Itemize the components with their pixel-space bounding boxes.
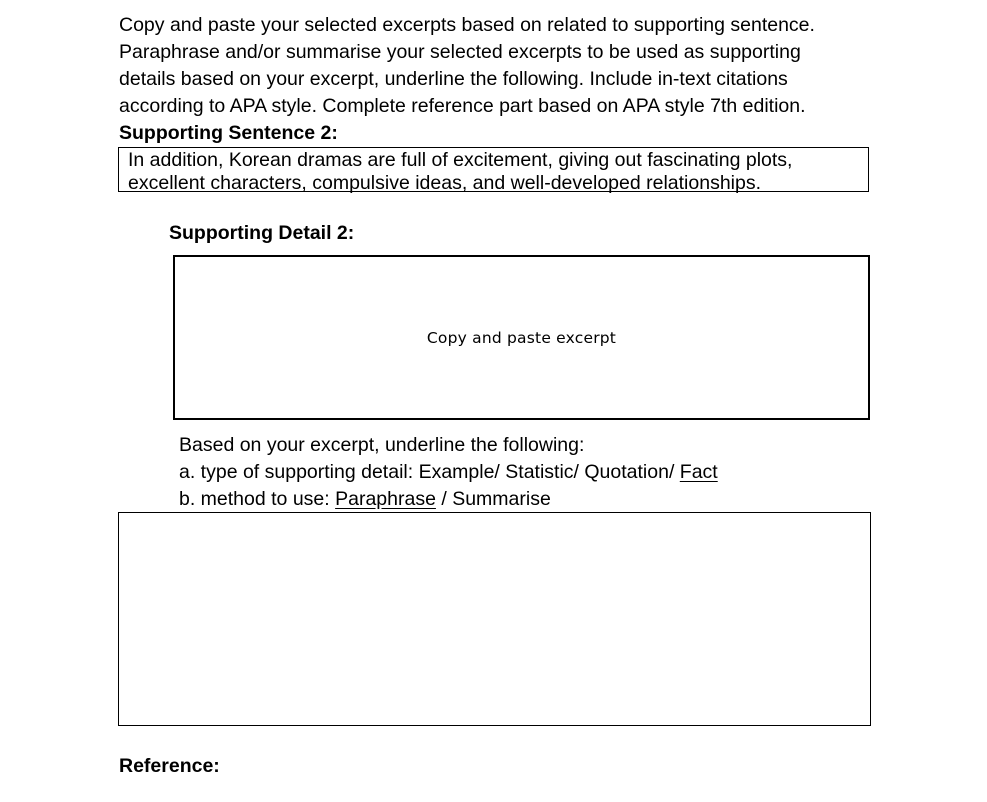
method-selected-paraphrase: Paraphrase xyxy=(335,488,436,510)
supporting-detail-label: Supporting Detail 2: xyxy=(169,222,355,244)
reference-label: Reference: xyxy=(119,755,220,777)
excerpt-box[interactable] xyxy=(173,255,870,420)
supporting-sentence-text: In addition, Korean dramas are full of excitement, giving out fascinating plots, xyxy=(128,149,793,171)
intro-line: Paraphrase and/or summarise your selected excerpts to be used as supporting xyxy=(119,41,801,63)
instructions-heading: Based on your excerpt, underline the following: xyxy=(179,434,585,456)
method-line xyxy=(179,486,718,513)
type-of-detail-line xyxy=(179,459,718,486)
intro-line: according to APA style. Complete reference part based on APA style 7th edition. xyxy=(119,95,806,117)
paraphrase-answer-box[interactable] xyxy=(118,512,871,726)
supporting-sentence-text: excellent characters, compulsive ideas, and well-developed relationships. xyxy=(128,172,762,194)
supporting-sentence-box[interactable] xyxy=(118,147,869,192)
excerpt-placeholder: Copy and paste excerpt xyxy=(426,328,617,347)
type-of-detail-options: a. type of supporting detail: Example/ Statistic/ Quotation/ xyxy=(179,461,680,483)
method-prefix: b. method to use: xyxy=(179,488,336,510)
instructions-paragraph xyxy=(119,12,879,120)
type-selected-fact: Fact xyxy=(679,461,718,483)
intro-line: details based on your excerpt, underline the following. Include in-text citations xyxy=(119,68,788,90)
method-summarise: / Summarise xyxy=(435,488,551,510)
intro-line: Copy and paste your selected excerpts based on related to supporting sentence. xyxy=(119,14,815,36)
supporting-sentence-label: Supporting Sentence 2: xyxy=(119,122,338,144)
underline-instructions xyxy=(179,432,718,513)
